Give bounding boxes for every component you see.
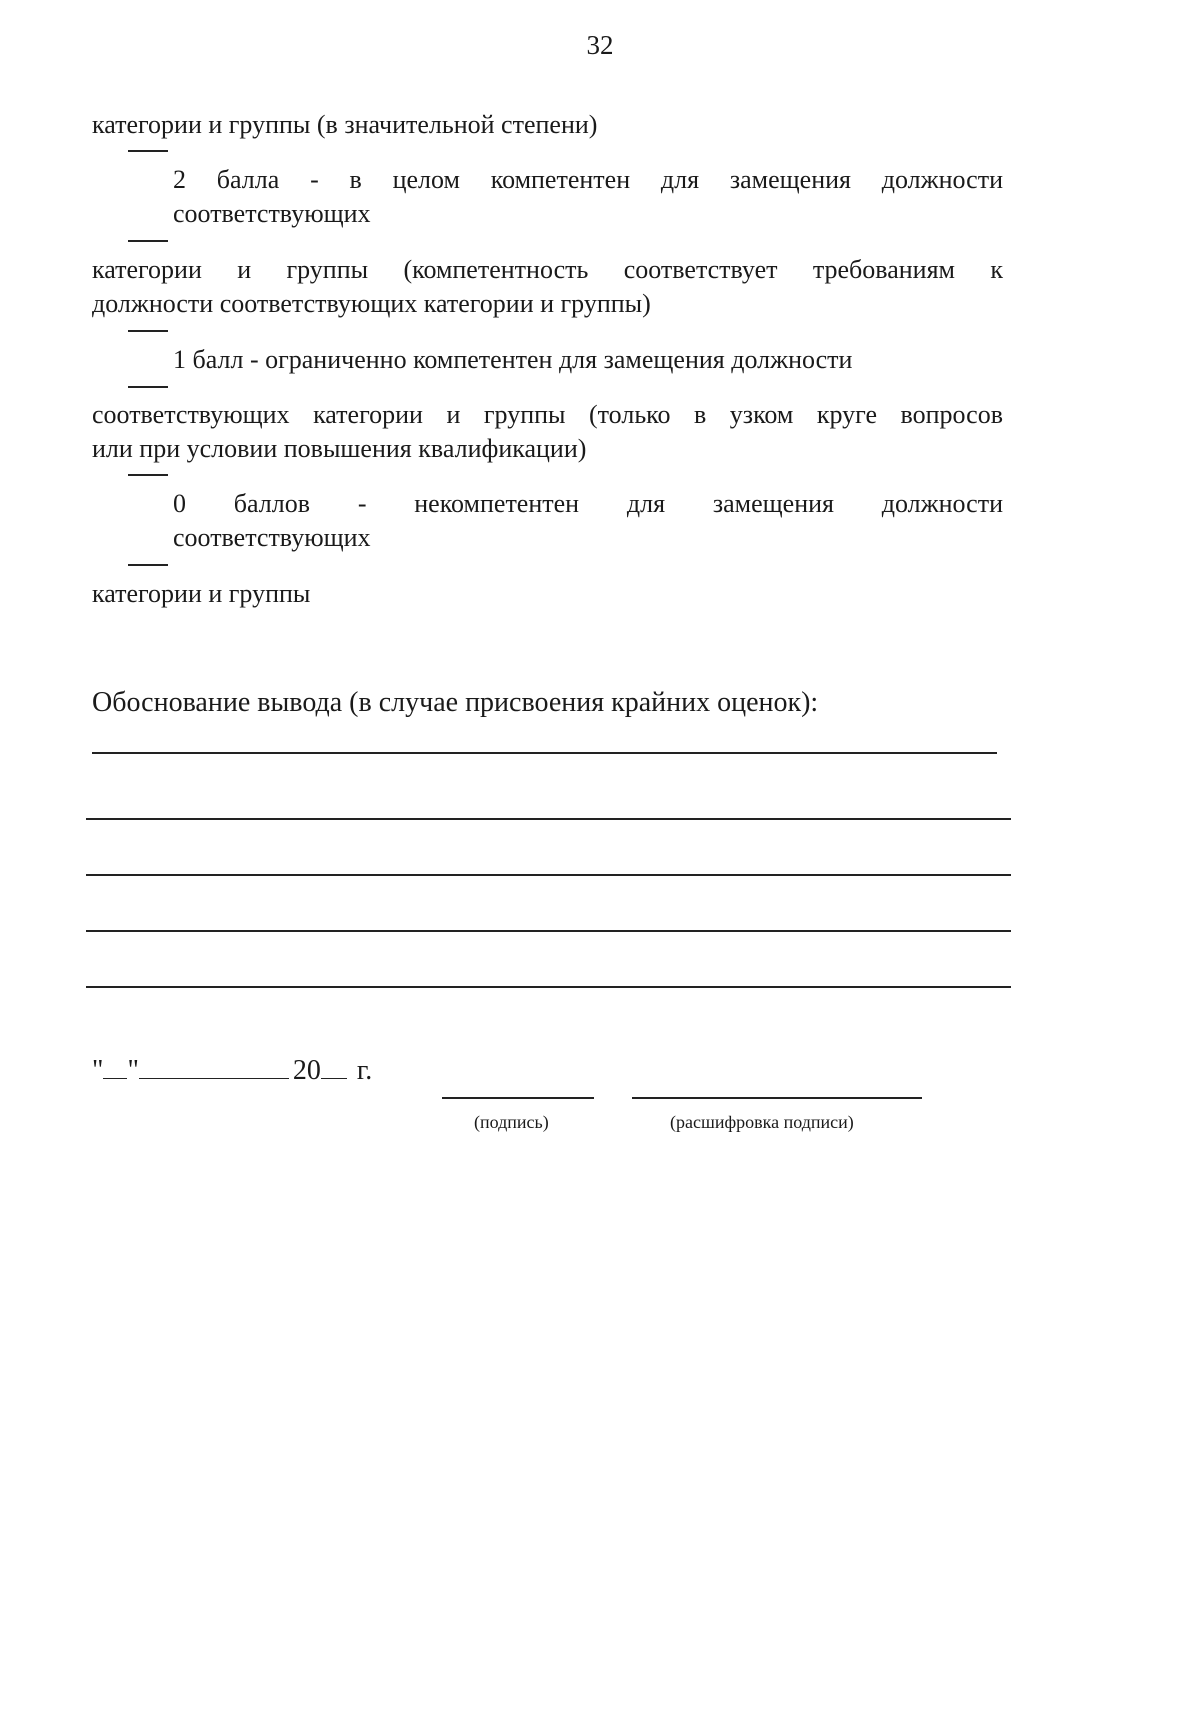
justification-line xyxy=(86,986,1011,988)
paragraph-text: 1 балл - ограниченно компетентен для замещения должности xyxy=(173,345,853,374)
paragraph-text: категории и группы (компетентность соответствует требованиям к xyxy=(92,255,1003,284)
justification-line xyxy=(86,930,1011,932)
justification-line xyxy=(86,874,1011,876)
list-dash xyxy=(128,240,168,242)
list-dash xyxy=(128,474,168,476)
justification-line xyxy=(86,818,1011,820)
decryption-caption: (расшифровка подписи) xyxy=(670,1112,854,1132)
day-blank xyxy=(103,1056,127,1079)
paragraph-text: соответствующих xyxy=(173,523,371,552)
year-prefix: 20 xyxy=(292,1055,321,1086)
date-quote-close: " xyxy=(127,1055,139,1086)
paragraph-text: 2 балла - в целом компетентен для замещения должности xyxy=(173,165,1003,194)
justification-line xyxy=(92,752,997,754)
paragraph-text: должности соответствующих категории и группы) xyxy=(92,289,651,318)
list-dash xyxy=(128,330,168,332)
signature-line xyxy=(442,1097,594,1099)
list-dash xyxy=(128,564,168,566)
date-quote-open: " xyxy=(92,1055,104,1086)
paragraph-text: или при условии повышения квалификации) xyxy=(92,434,587,463)
signature-caption: (подпись) xyxy=(474,1112,549,1132)
paragraph-text: 0 баллов - некомпетентен для замещения должности xyxy=(173,489,1003,518)
page-number: 32 xyxy=(586,30,614,60)
list-dash xyxy=(128,150,168,152)
paragraph-text: соответствующих категории и группы (только в узком круге вопросов xyxy=(92,400,1003,429)
paragraph-text: категории и группы (в значительной степени) xyxy=(92,110,598,139)
month-blank xyxy=(139,1056,289,1079)
list-dash xyxy=(128,386,168,388)
justification-label: Обоснование вывода (в случае присвоения крайних оценок): xyxy=(92,687,819,718)
year-blank xyxy=(321,1056,347,1079)
date-field xyxy=(92,1055,372,1087)
paragraph-text: соответствующих xyxy=(173,199,371,228)
year-suffix: г. xyxy=(356,1055,373,1086)
paragraph-text: категории и группы xyxy=(92,579,311,608)
signature-decryption-line xyxy=(632,1097,922,1099)
